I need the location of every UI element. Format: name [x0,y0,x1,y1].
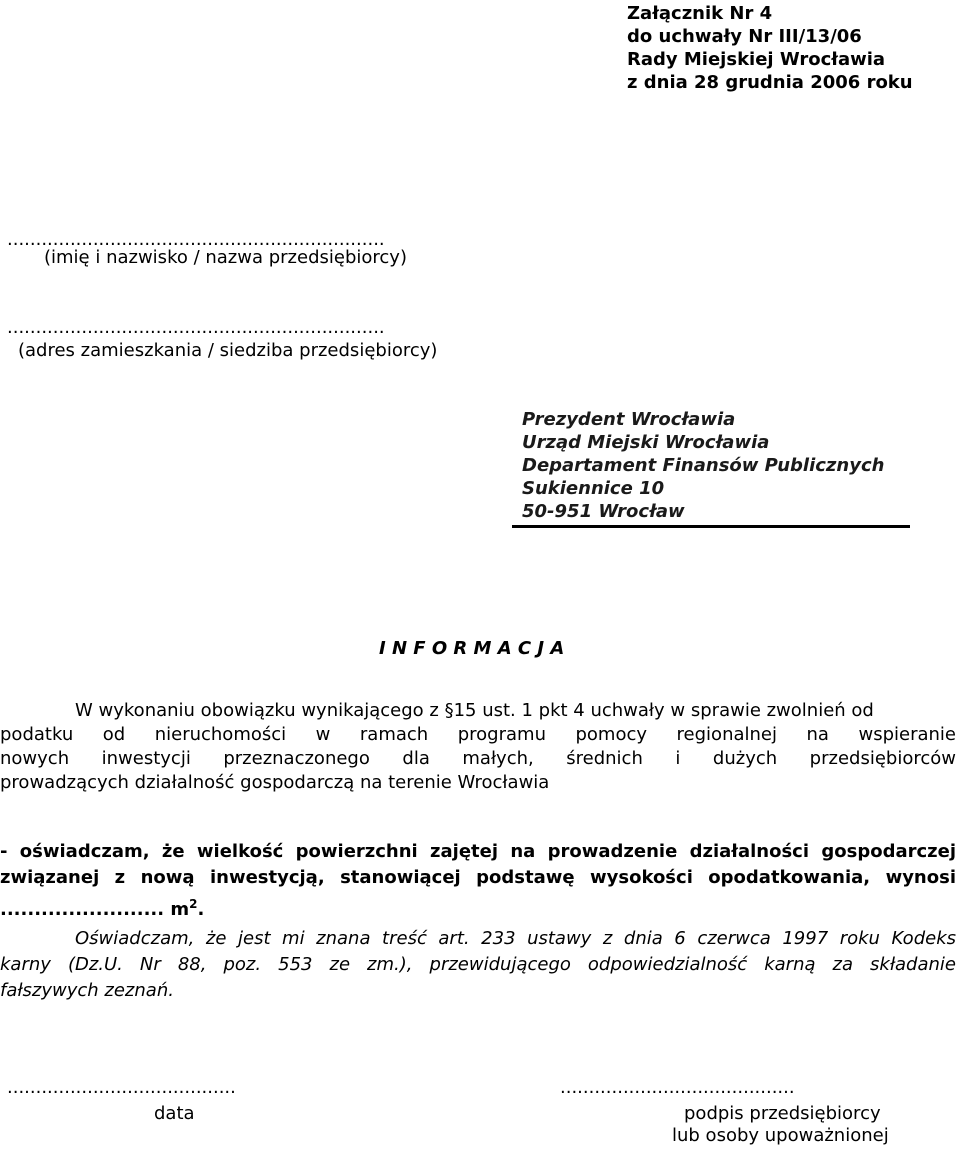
declaration-line-3 [0,891,956,920]
annex-resolution: do uchwały Nr III/13/06 [627,26,862,47]
recipient-underline [512,525,910,528]
applicant-name-field[interactable]: .................................................................. [7,229,385,250]
area-unit-superscript: 2 [189,897,198,911]
signature-label-2: lub osoby upoważnionej [672,1125,889,1146]
declaration-line-2: związanej z nową inwestycją, stanowiącej podstawę wysokości opodatkowania, wynosi [0,867,956,888]
annex-number: Załącznik Nr 4 [627,3,773,24]
applicant-name-label: (imię i nazwisko / nazwa przedsiębiorcy) [44,247,407,268]
recipient-line-4: Sukiennice 10 [522,478,665,499]
area-declaration [0,839,956,920]
recipient-address [522,408,884,523]
recipient-line-5: 50-951 Wrocław [522,501,685,522]
oath-line-2: karny (Dz.U. Nr 88, poz. 553 ze zm.), przewidującego odpowiedzialność karną za składanie [0,954,956,975]
oath-line-3: fałszywych zeznań. [0,980,174,1001]
info-line-3: nowych inwestycji przeznaczonego dla małych, średnich i dużych przedsiębiorców [0,748,956,769]
applicant-address-field[interactable]: .................................................................. [7,317,385,338]
info-line-1: W wykonaniu obowiązku wynikającego z §15 ust. 1 pkt 4 uchwały w sprawie zwolnień od [75,700,874,721]
annex-header [627,2,913,94]
signature-field[interactable]: ......................................... [560,1077,795,1098]
declaration-end: . [197,899,205,920]
oath-line-1: Oświadczam, że jest mi znana treść art. 233 ustawy z dnia 6 czerwca 1997 roku Kodeks [75,928,956,949]
applicant-address-label: (adres zamieszkania / siedziba przedsiębiorcy) [18,340,438,361]
annex-date: z dnia 28 grudnia 2006 roku [627,72,913,93]
declaration-line-1: - oświadczam, że wielkość powierzchni zajętej na prowadzenie działalności gospodarczej [0,841,956,862]
oath-statement [0,926,956,1004]
area-value-field[interactable]: ........................ m [0,899,190,920]
recipient-line-2: Urząd Miejski Wrocławia [522,432,770,453]
document-title: I N F O R M A C J A [379,638,565,659]
info-line-2: podatku od nieruchomości w ramach programu pomocy regionalnej na wspieranie [0,724,956,745]
info-paragraph [0,699,956,795]
annex-council: Rady Miejskiej Wrocławia [627,49,886,70]
info-line-4: prowadzących działalność gospodarczą na terenie Wrocławia [0,772,550,793]
recipient-line-3: Departament Finansów Publicznych [522,455,885,476]
recipient-line-1: Prezydent Wrocławia [522,409,736,430]
date-label: data [154,1103,195,1124]
date-field[interactable]: ........................................ [7,1077,236,1098]
signature-label: podpis przedsiębiorcy [684,1103,881,1124]
